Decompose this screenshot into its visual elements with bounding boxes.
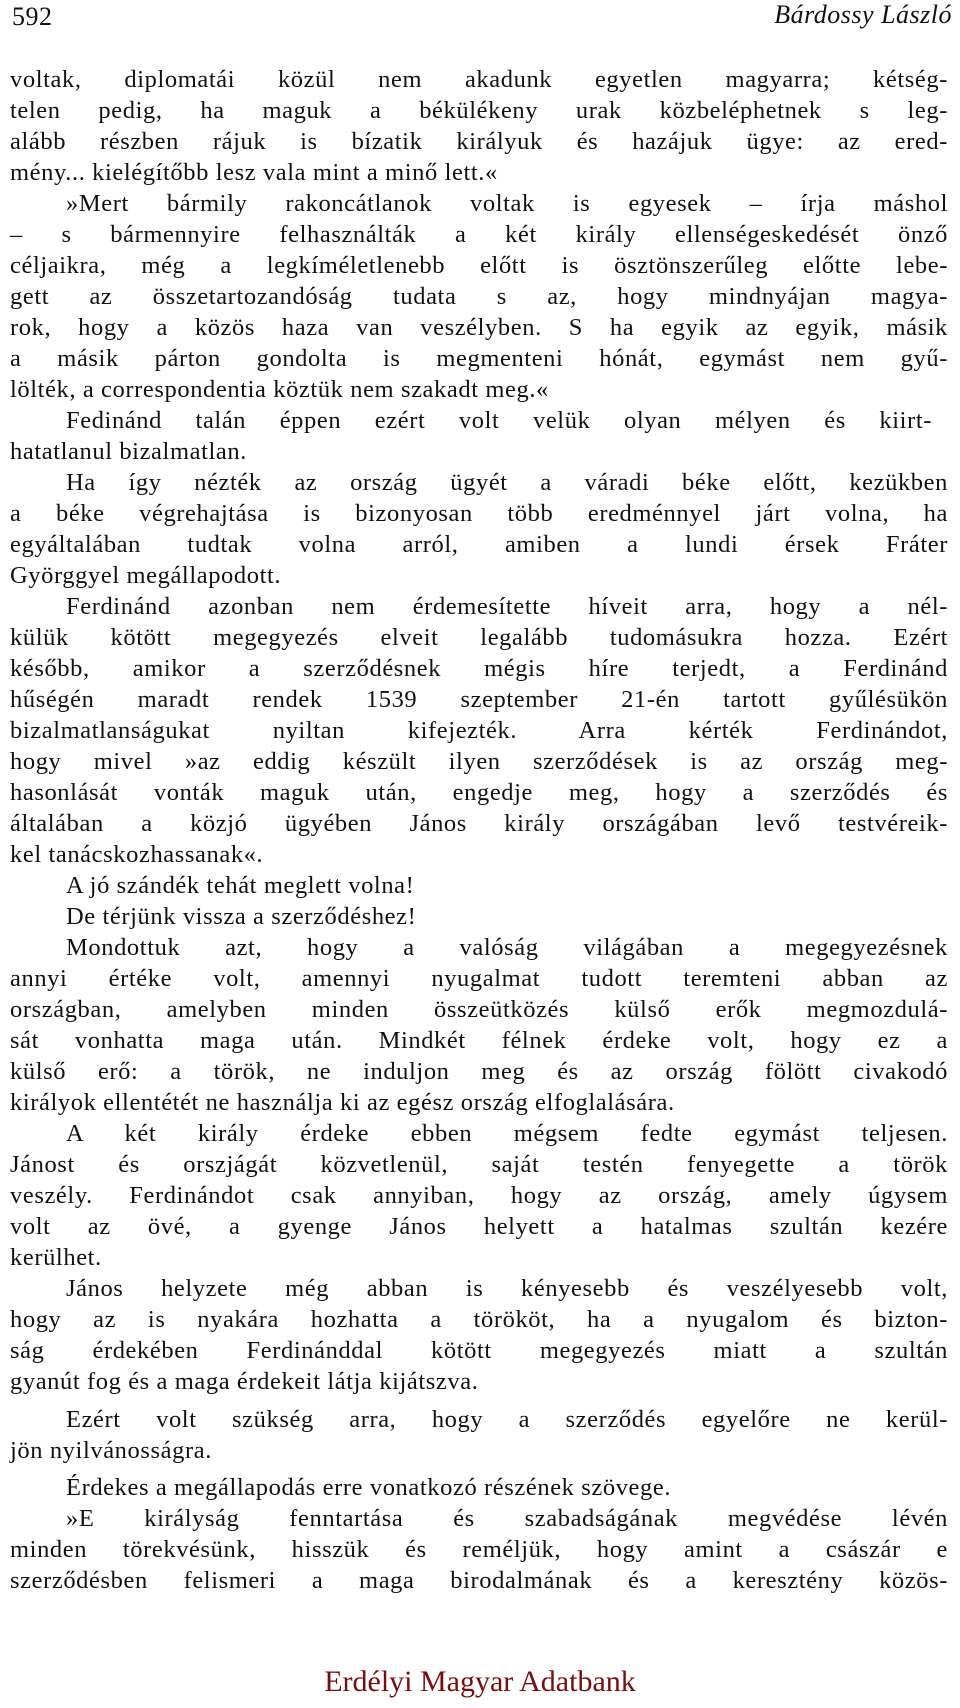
text-line: János helyzete még abban is kényesebb és veszélyesebb volt,: [66, 1275, 948, 1302]
text-line: később, amikor a szerződésnek mégis híre terjedt, a Ferdinánd: [10, 655, 948, 682]
text-line: Mondottuk azt, hogy a valóság világában a megegyezésnek: [66, 934, 948, 961]
text-line: országban, amelyben minden összeütközés külső erők megmozdulá-: [10, 996, 948, 1023]
text-line: Ezért volt szükség arra, hogy a szerződés egyelőre ne kerül-: [66, 1406, 948, 1433]
text-line: céljaikra, még a legkíméletlenebb előtt is ösztönszerűleg előtte lebe-: [10, 252, 948, 279]
text-line: a másik párton gondolta is megmenteni hónát, egymást nem gyű-: [10, 345, 948, 372]
text-line: Jánost és orszjágát közvetlenül, saját testén fenyegette a török: [10, 1151, 948, 1178]
text-line: alább részben rájuk is bízatik királyuk és hazájuk ügye: az ered-: [10, 128, 948, 155]
text-line: Ferdinánd azonban nem érdemesítette híveit arra, hogy a nél-: [66, 593, 948, 620]
text-line: királyok ellentétét ne használja ki az egész ország elfoglalására.: [10, 1089, 675, 1116]
text-line: »Mert bármily rakoncátlanok voltak is egyesek – írja máshol: [66, 190, 948, 217]
text-line: mény... kielégítőbb lesz vala mint a minő lett.«: [10, 159, 498, 186]
text-line: kel tanácskozhassanak«.: [10, 841, 264, 868]
text-line: A jó szándék tehát meglett volna!: [66, 872, 415, 899]
text-line: gett az összetartozandóság tudata s az, hogy mindnyájan magya-: [10, 283, 948, 310]
page-number: 592: [12, 2, 53, 31]
text-line: lölték, a correspondentia köztük nem szakadt meg.«: [10, 376, 549, 403]
text-line: Fedinánd talán éppen ezért volt velük olyan mélyen és kiirt-: [66, 407, 932, 434]
text-line: Ha így nézték az ország ügyét a váradi béke előtt, kezükben: [66, 469, 948, 496]
text-line: rok, hogy a közös haza van veszélyben. S ha egyik az egyik, másik: [10, 314, 948, 341]
text-line: kerülhet.: [10, 1244, 102, 1271]
text-line: veszély. Ferdinándot csak annyiban, hogy az ország, amely úgysem: [10, 1182, 948, 1209]
text-line: egyáltalában tudtak volna arról, amiben a lundi érsek Fráter: [10, 531, 948, 558]
text-line: Érdekes a megállapodás erre vonatkozó részének szövege.: [66, 1474, 672, 1501]
text-line: voltak, diplomatái közül nem akadunk egyetlen magyarra; kétség-: [10, 66, 948, 93]
text-line: bizalmatlanságukat nyiltan kifejezték. Arra kérték Ferdinándot,: [10, 717, 948, 744]
text-line: – s bármennyire felhasználták a két király ellenségeskedését önző: [10, 221, 948, 248]
text-line: külük kötött megegyezés elveit legalább tudomásukra hozza. Ezért: [10, 624, 948, 651]
running-head: Bárdossy László: [774, 0, 952, 29]
watermark: Erdélyi Magyar Adatbank: [324, 1665, 636, 1698]
text-line: volt az övé, a gyenge János helyett a hatalmas szultán kezére: [10, 1213, 948, 1240]
text-line: minden törekvésünk, hisszük és reméljük, hogy amint a császár e: [10, 1536, 948, 1563]
text-line: Györggyel megállapodott.: [10, 562, 282, 589]
text-line: hasonlását vonták maguk után, engedje meg, hogy a szerződés és: [10, 779, 948, 806]
text-line: jön nyilvánosságra.: [10, 1437, 212, 1464]
text-line: gyanút fog és a maga érdekeit látja kijátszva.: [10, 1368, 479, 1395]
text-line: ság érdekében Ferdinánddal kötött megegyezés miatt a szultán: [10, 1337, 948, 1364]
text-line: szerződésben felismeri a maga birodalmának és a keresztény közös-: [10, 1567, 948, 1594]
text-line: általában a közjó ügyében János király országában levő testvéreik-: [10, 810, 948, 837]
text-line: annyi értéke volt, amennyi nyugalmat tudott teremteni abban az: [10, 965, 948, 992]
text-line: sát vonhatta maga után. Mindkét félnek érdeke volt, hogy ez a: [10, 1027, 948, 1054]
text-line: telen pedig, ha maguk a békülékeny urak közbeléphetnek s leg-: [10, 97, 948, 124]
text-line: hogy mivel »az eddig készült ilyen szerződések is az ország meg-: [10, 748, 948, 775]
text-line: külső erő: a török, ne induljon meg és az ország fölött civakodó: [10, 1058, 948, 1085]
text-line: »E királyság fenntartása és szabadságának megvédése lévén: [66, 1505, 948, 1532]
text-line: De térjünk vissza a szerződéshez!: [66, 903, 417, 930]
text-line: A két király érdeke ebben mégsem fedte egymást teljesen.: [66, 1120, 948, 1147]
text-line: hogy az is nyakára hozhatta a törököt, ha a nyugalom és bizton-: [10, 1306, 948, 1333]
text-line: a béke végrehajtása is bizonyosan több eredménnyel járt volna, ha: [10, 500, 948, 527]
text-line: hatatlanul bizalmatlan.: [10, 438, 247, 465]
text-line: hűségén maradt rendek 1539 szeptember 21-én tartott gyűlésükön: [10, 686, 948, 713]
